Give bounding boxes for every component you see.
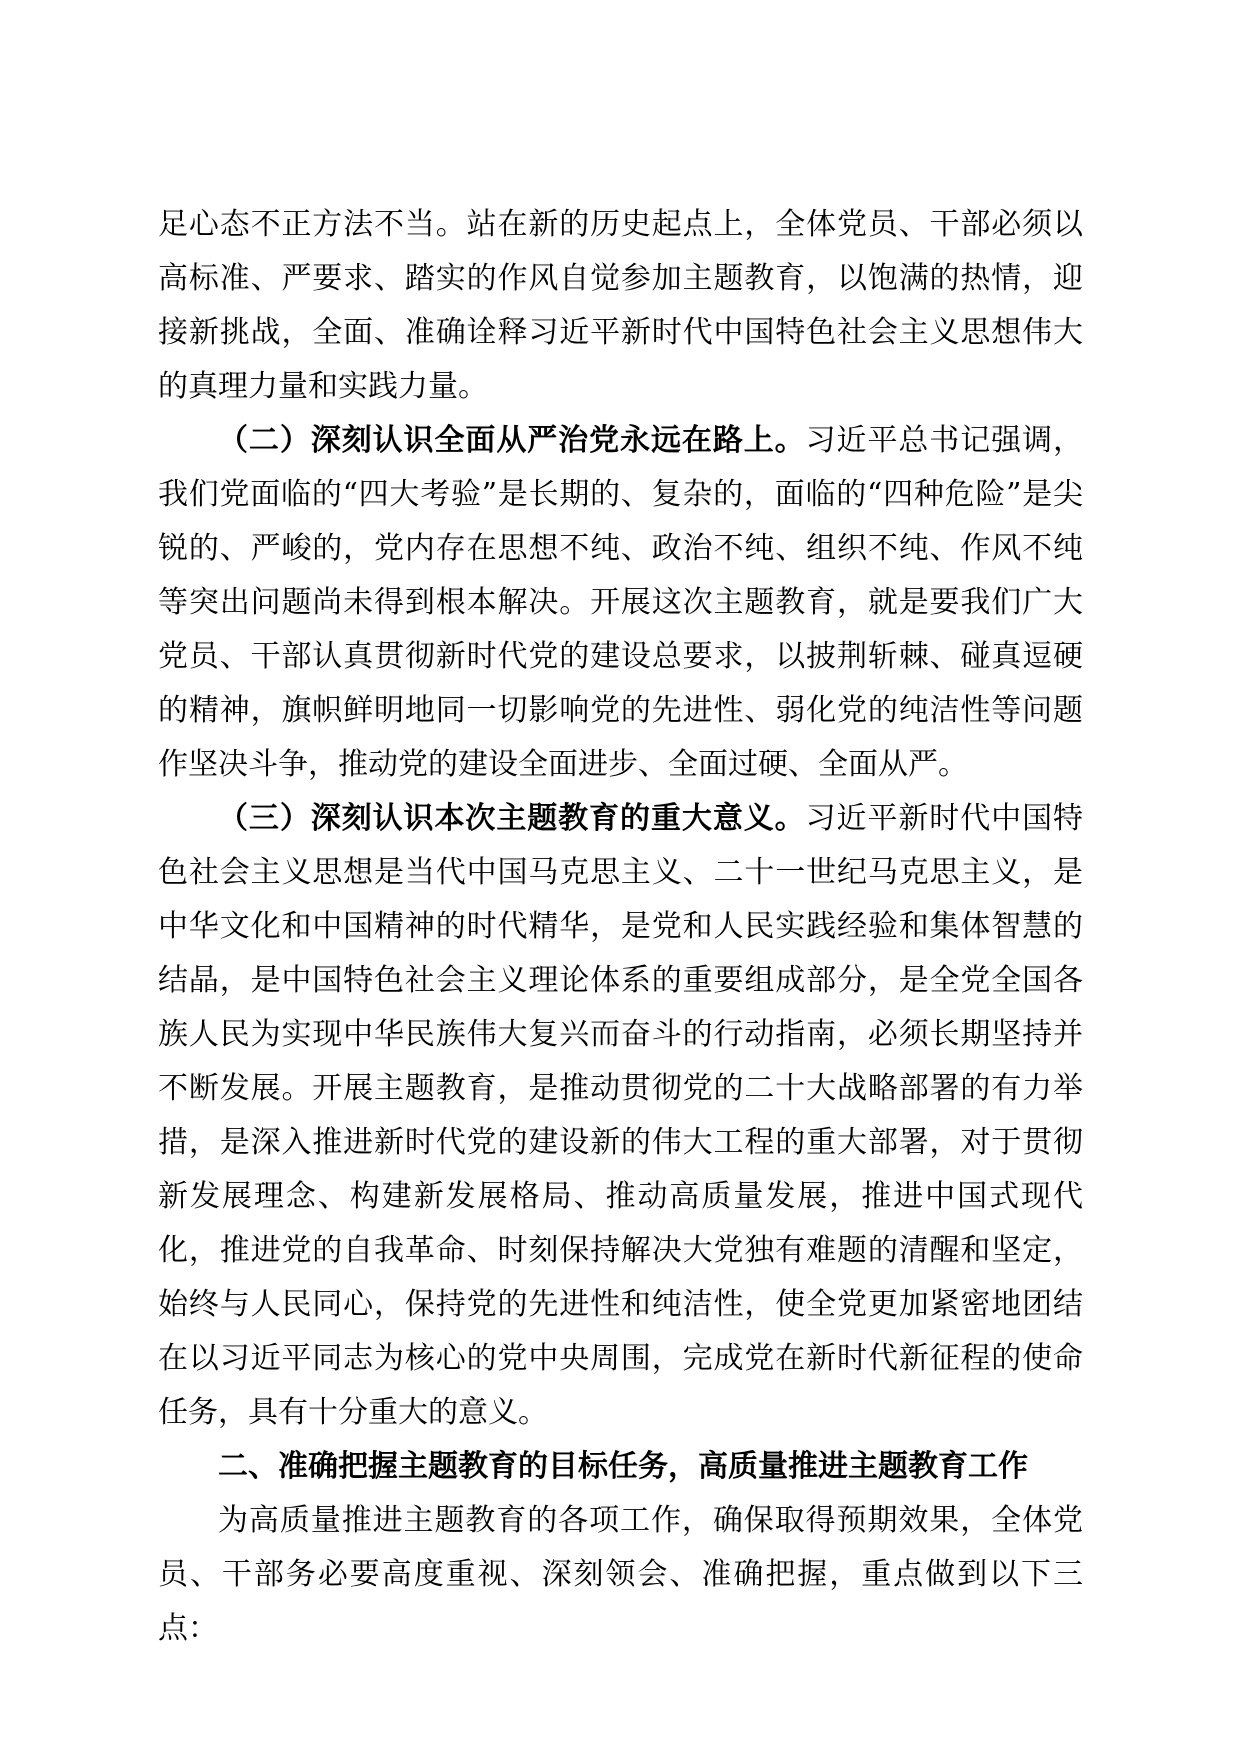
section-3-body: 习近平新时代中国特色社会主义思想是当代中国马克思主义、二十一世纪马克思主义，是中华文化和中国精神的时代精华，是党和人民实践经验和集体智慧的结晶，是中国特色社会主义理论体系的重要组成部分，是全党全国各族人民为实现中华民族伟大复兴而奋斗的行动指南，必须长期坚持并不断发展。开展主题教育，是推动贯彻党的二十大战略部署的有力举措，是深入推进新时代党的建设新的伟大工程的重大部署，对于贯彻新发展理念、构建新发展格局、推动高质量发展，推进中国式现代化，推进党的自我革命、时刻保持解决大党独有难题的清醒和坚定，始终与人民同心，保持党的先进性和纯洁性，使全党更加紧密地团结在以习近平同志为核心的党中央周围，完成党在新时代新征程的使命任务，具有十分重大的意义。 bbox=[158, 801, 1084, 1430]
section-2-lead: （二）深刻认识全面从严治党永远在路上。 bbox=[218, 423, 806, 458]
paragraph-intro-three-points: 为高质量推进主题教育的各项工作，确保取得预期效果，全体党员、干部务必要高度重视、深刻领会、准确把握，重点做到以下三点： bbox=[158, 1503, 1083, 1646]
paragraph-section-2 bbox=[158, 414, 1083, 792]
document-page bbox=[158, 198, 1083, 1656]
paragraph-section-3 bbox=[158, 792, 1083, 1440]
section-3-lead: （三）深刻认识本次主题教育的重大意义。 bbox=[218, 801, 806, 836]
paragraph-continuation: 足心态不正方法不当。站在新的历史起点上，全体党员、干部必须以高标准、严要求、踏实的作风自觉参加主题教育，以饱满的热情，迎接新挑战，全面、准确诠释习近平新时代中国特色社会主义思想伟大的真理力量和实践力量。 bbox=[158, 207, 1083, 404]
section-2-body: 习近平总书记强调，我们党面临的“四大考验”是长期的、复杂的，面临的“四种危险”是尖锐的、严峻的，党内存在思想不纯、政治不纯、组织不纯、作风不纯等突出问题尚未得到根本解决。开展这次主题教育，就是要我们广大党员、干部认真贯彻新时代党的建设总要求，以披荆斩棘、碰真逗硬的精神，旗帜鲜明地同一切影响党的先进性、弱化党的纯洁性等问题作坚决斗争，推动党的建设全面进步、全面过硬、全面从严。 bbox=[158, 423, 1084, 782]
heading-part-2: 二、准确把握主题教育的目标任务，高质量推进主题教育工作 bbox=[218, 1449, 1028, 1484]
